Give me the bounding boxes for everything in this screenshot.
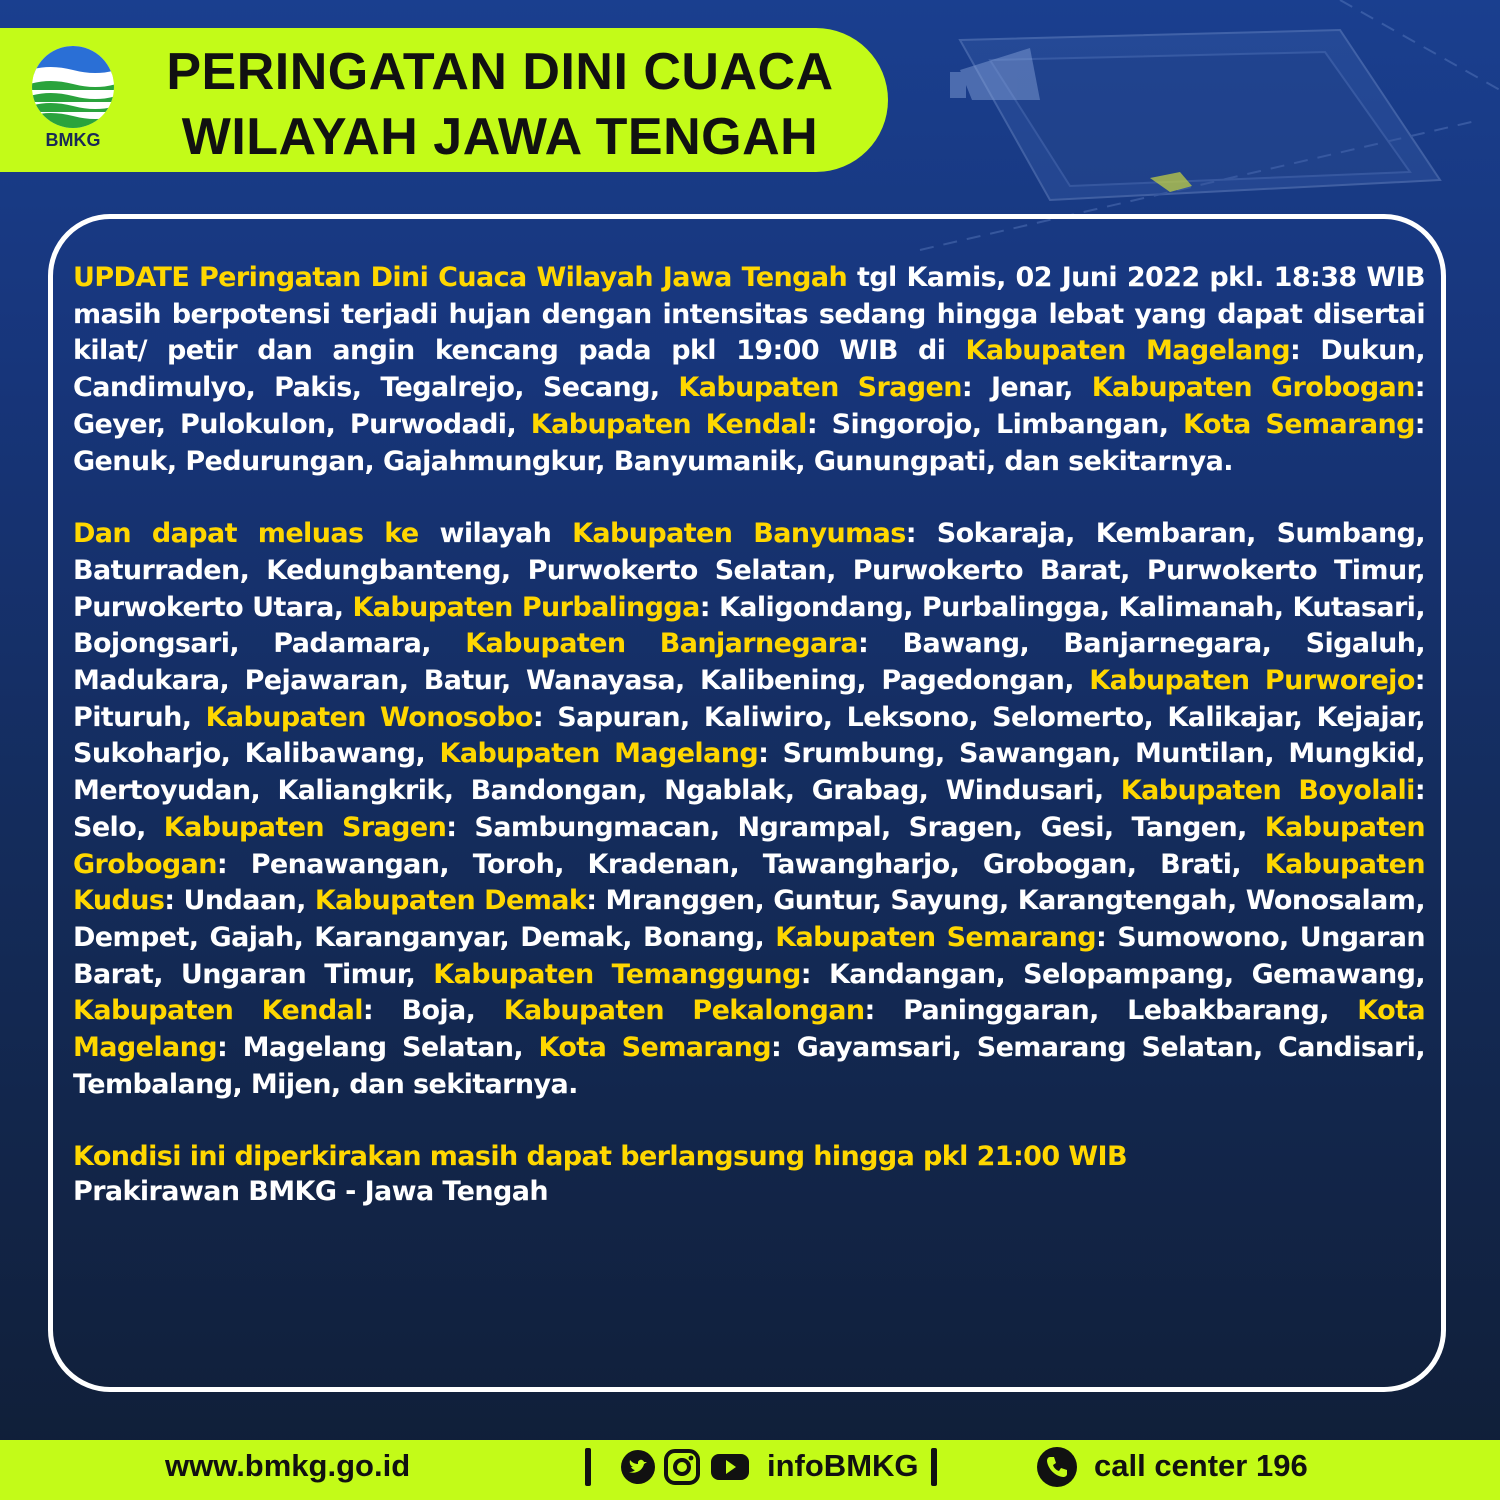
highlight-text: Kabupaten Grobogan (73, 811, 1426, 880)
body-text: : Geyer, Pulokulon, Purwodadi, (73, 372, 1425, 440)
body-text: : Selo, (73, 775, 1426, 843)
body-text: : Magelang Selatan, (216, 1032, 539, 1064)
bulletin-paragraph-3 (73, 1139, 1425, 1176)
bulletin-paragraph-2 (73, 516, 1425, 1103)
body-text: : Jenar, (961, 372, 1092, 404)
footer-separator (931, 1448, 937, 1486)
body-text: : Kandangan, Selopampang, Gemawang, (800, 958, 1425, 990)
highlight-text: Kabupaten Boyolali (1120, 775, 1415, 807)
highlight-text: Kabupaten Sragen (163, 811, 447, 843)
body-text: : Sumowono, Ungaran Barat, Ungaran Timur, (73, 921, 1425, 990)
phone-icon (1036, 1446, 1078, 1488)
body-text: : Genuk, Pedurungan, Gajahmungkur, Banyumanik, Gunungpati, dan sekitarnya. (73, 408, 1425, 477)
highlight-text: Kabupaten Temanggung (433, 958, 801, 990)
twitter-icon[interactable] (620, 1449, 656, 1485)
body-text: : Sapuran, Kaliwiro, Leksono, Selomerto, Kalikajar, Kejajar, Sukoharjo, Kalibawang, (73, 701, 1425, 770)
highlight-text: Kabupaten Kendal (73, 995, 363, 1027)
highlight-text: Kabupaten Banyumas (572, 518, 906, 550)
body-text: : Dukun, Candimulyo, Pakis, Tegalrejo, Secang, (73, 335, 1426, 404)
body-text: : Kaligondang, Purbalingga, Kalimanah, Kutasari, Bojongsari, Padamara, (73, 591, 1425, 660)
highlight-text: Kabupaten Wonosobo (205, 701, 533, 733)
body-text: : Undaan, (164, 885, 315, 917)
body-text: wilayah (418, 518, 573, 550)
bulletin-text (73, 260, 1425, 1176)
bulletin-paragraph-1 (73, 260, 1425, 480)
highlight-text: Kabupaten Magelang (439, 738, 759, 770)
highlight-text: Kabupaten Semarang (775, 921, 1096, 953)
body-text: : Srumbung, Sawangan, Muntilan, Mungkid, Mertoyudan, Kaliangkrik, Bandongan, Ngablak, Grabag, Windusari, (73, 738, 1425, 807)
logo-label: BMKG (45, 130, 101, 150)
body-text: : Paninggaran, Lebakbarang, (864, 995, 1358, 1027)
highlight-text: Kabupaten Banjarnegara (465, 628, 859, 660)
instagram-icon[interactable] (664, 1449, 700, 1485)
youtube-icon[interactable] (710, 1449, 750, 1485)
social-handle[interactable]: infoBMKG (767, 1448, 919, 1483)
highlight-text: Kondisi ini diperkirakan masih dapat berlangsung hingga pkl 21:00 WIB (73, 1141, 1127, 1173)
highlight-text: Kabupaten Magelang (965, 335, 1290, 367)
highlight-text: Kota Semarang (1183, 408, 1415, 440)
footer-separator (585, 1448, 591, 1486)
forecaster-signature: Prakirawan BMKG - Jawa Tengah (73, 1176, 548, 1207)
body-text: : Pituruh, (73, 665, 1425, 733)
title-line-1: PERINGATAN DINI CUACA (166, 43, 834, 101)
highlight-text: Kabupaten Sragen (678, 372, 962, 404)
highlight-text: Kabupaten Pekalongan (503, 995, 865, 1027)
body-text: : Gayamsari, Semarang Selatan, Candisari, Tembalang, Mijen, dan sekitarnya. (73, 1032, 1425, 1100)
page-title (150, 40, 850, 170)
highlight-text: Kabupaten Grobogan (1091, 372, 1415, 404)
highlight-text: Dan dapat meluas ke (73, 518, 419, 550)
body-text: : Penawangan, Toroh, Kradenan, Tawangharjo, Grobogan, Brati, (216, 848, 1265, 880)
body-text: : Mranggen, Guntur, Sayung, Karangtengah, Wonosalam, Dempet, Gajah, Karanganyar, Demak, Bonang, (73, 885, 1425, 953)
highlight-text: Kabupaten Purworejo (1089, 665, 1415, 697)
website-link[interactable]: www.bmkg.go.id (165, 1448, 411, 1483)
body-text: : Singorojo, Limbangan, (806, 408, 1184, 440)
body-text: : Boja, (362, 995, 504, 1027)
call-center-number[interactable]: call center 196 (1094, 1448, 1308, 1483)
highlight-text: UPDATE Peringatan Dini Cuaca Wilayah Jawa Tengah (73, 262, 848, 293)
highlight-text: Kabupaten Demak (314, 885, 587, 917)
highlight-text: Kabupaten Kendal (530, 408, 807, 440)
body-text: : Sambungmacan, Ngrampal, Sragen, Gesi, Tangen, (446, 811, 1265, 843)
title-line-2: WILAYAH JAWA TENGAH (181, 108, 819, 166)
body-text: : Sokaraja, Kembaran, Sumbang, Baturraden, Kedungbanteng, Purwokerto Selatan, Purwokerto Barat, Purwokerto Timur, Purwokerto Utara, (73, 518, 1425, 623)
highlight-text: Kabupaten Kudus (73, 848, 1425, 917)
body-text: tgl Kamis, 02 Juni 2022 pkl. 18:38 WIB masih berpotensi terjadi hujan dengan intensitas sedang hingga lebat yang dapat disertai kilat/ petir dan angin kencang pada pkl 19:00 WIB di (73, 262, 1425, 367)
body-text: : Bawang, Banjarnegara, Sigaluh, Madukara, Pejawaran, Batur, Wanayasa, Kalibening, Pagedongan, (73, 628, 1426, 697)
highlight-text: Kota Semarang (538, 1032, 772, 1064)
highlight-text: Kota Magelang (73, 995, 1425, 1064)
highlight-text: Kabupaten Purbalingga (352, 591, 700, 623)
